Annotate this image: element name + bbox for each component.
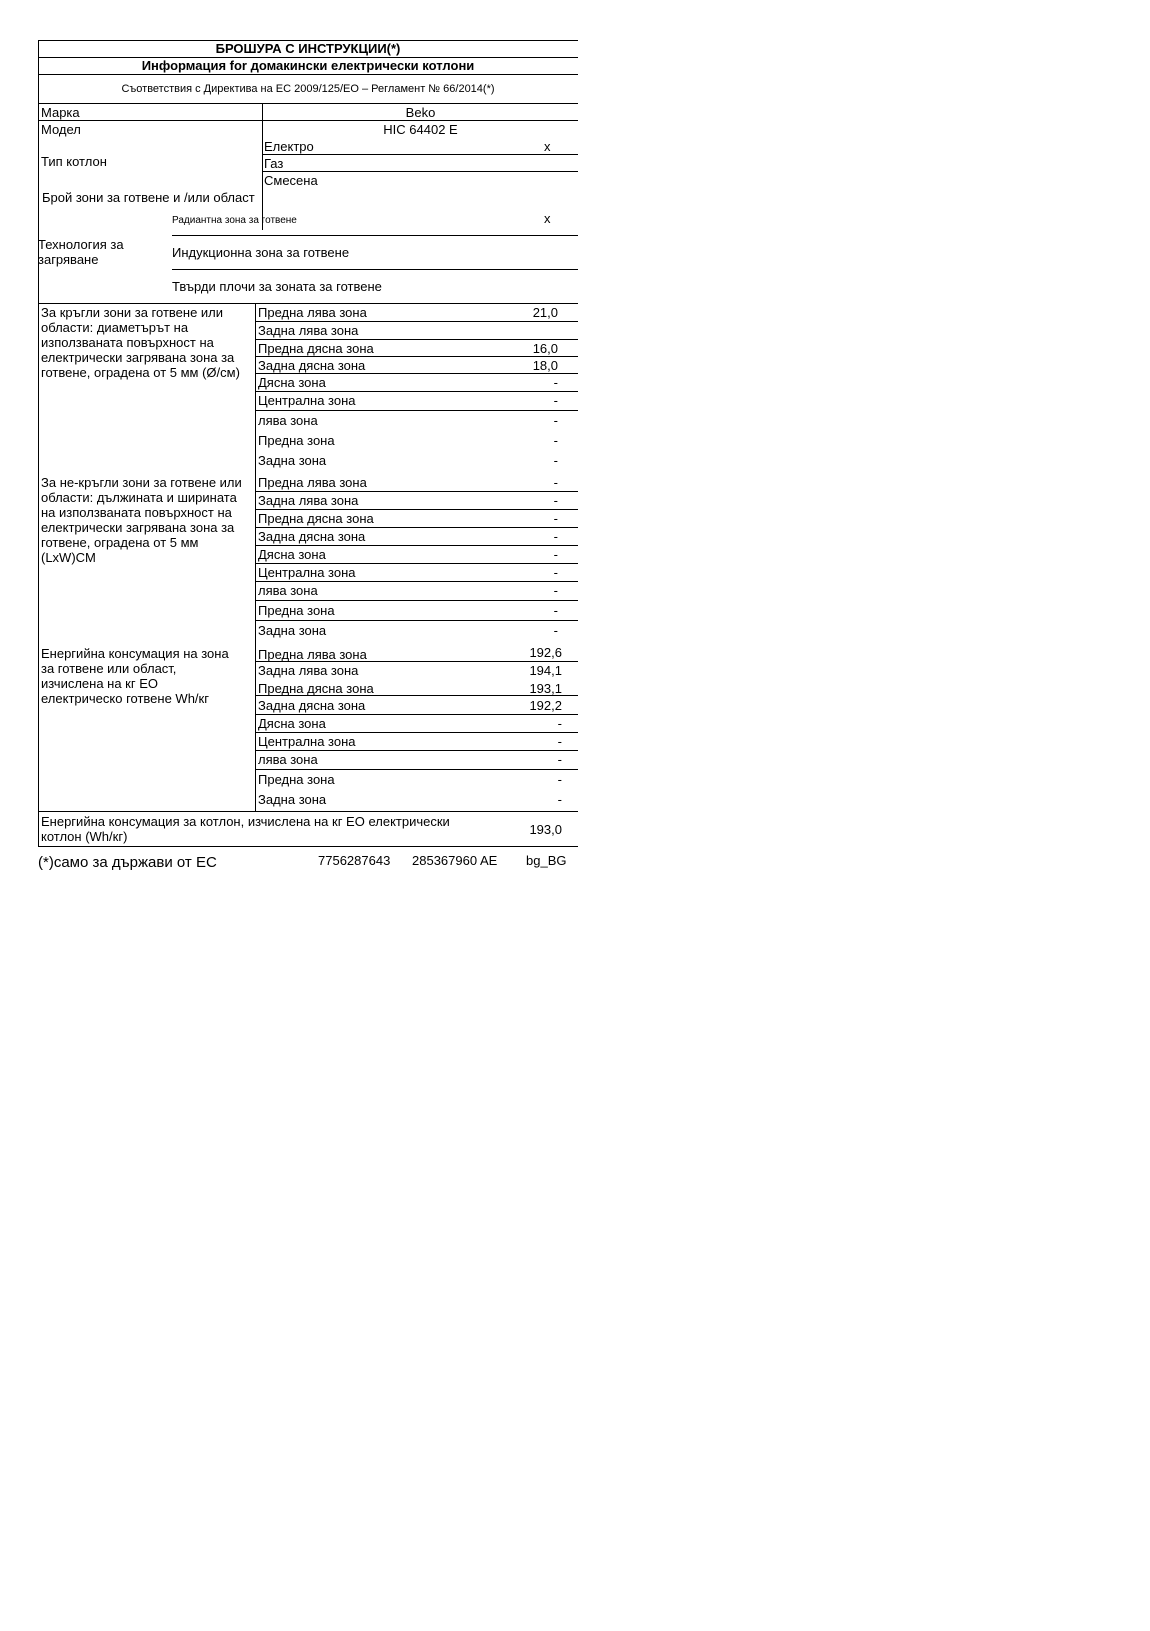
zone-value: - — [553, 475, 558, 490]
zone-value: - — [553, 493, 558, 508]
zone-name: Задна зона — [258, 623, 327, 638]
zone-value: 21,0 — [532, 305, 558, 320]
zone-name: Централна зона — [258, 734, 356, 749]
zone-name: лява зона — [258, 583, 318, 598]
zone-value: - — [553, 565, 558, 580]
zone-name: Предна дясна зона — [258, 511, 374, 526]
footer-code: 285367960 AE — [412, 853, 498, 868]
zone-value: - — [553, 583, 558, 598]
zone-value: - — [557, 734, 562, 749]
zone-value: - — [553, 375, 558, 390]
hob-type-option: Смесена — [264, 173, 318, 188]
zone-name: Централна зона — [258, 565, 356, 580]
zones-count-label: Брой зони за готвене и /или област — [42, 190, 255, 205]
zone-value: - — [557, 792, 562, 807]
footer-note: (*)само за държави от ЕС — [38, 854, 217, 871]
zone-name: Предна лява зона — [258, 475, 367, 490]
zone-name: Задна лява зона — [258, 663, 359, 678]
zone-value: - — [557, 716, 562, 731]
zone-name: Задна зона — [258, 792, 327, 807]
table-border-left — [38, 40, 39, 846]
heating-tech-label: Технология за загряване — [38, 237, 124, 267]
zone-value: 192,6 — [529, 645, 562, 660]
zone-name: Предна зона — [258, 772, 335, 787]
zone-value: - — [557, 772, 562, 787]
footer-locale: bg_BG — [526, 853, 567, 868]
hob-type-label: Тип котлон — [41, 154, 107, 169]
zone-name: Предна дясна зона — [258, 341, 374, 356]
round-zones-label: За кръгли зони за готвене или области: диаметърът на използваната повърхност на електрически загрявана зона за готвене, оградена от 5 мм (Ø/см) — [41, 305, 240, 380]
heating-tech-option: Индукционна зона за готвене — [172, 245, 350, 260]
heating-tech-option: Радиантна зона за готвене — [172, 215, 297, 226]
zone-value: 193,1 — [529, 681, 562, 696]
zone-name: Предна лява зона — [258, 305, 367, 320]
brand-label: Марка — [41, 105, 80, 120]
zone-value: 192,2 — [529, 698, 562, 713]
zone-name: Задна дясна зона — [258, 529, 366, 544]
zone-name: Предна дясна зона — [258, 681, 374, 696]
total-energy-label: Енергийна консумация за котлон, изчислена на кг ЕО електрически котлон (Wh/кг) — [41, 814, 450, 844]
zone-value: - — [553, 413, 558, 428]
zone-name: Дясна зона — [258, 375, 326, 390]
zone-value: - — [553, 453, 558, 468]
zone-value: 18,0 — [532, 358, 558, 373]
zone-value: 16,0 — [532, 341, 558, 356]
footer-code: 7756287643 — [318, 853, 391, 868]
model-label: Модел — [41, 122, 81, 137]
zone-value: - — [553, 529, 558, 544]
zone-name: Задна лява зона — [258, 493, 359, 508]
zone-value: - — [553, 603, 558, 618]
compliance-text: Съответствия с Директива на ЕС 2009/125/ЕО – Регламент № 66/2014(*) — [121, 83, 495, 95]
zone-name: Предна лява зона — [258, 647, 367, 662]
brand-value: Beko — [405, 105, 436, 120]
zone-name: лява зона — [258, 413, 318, 428]
zone-name: Централна зона — [258, 393, 356, 408]
zone-value: - — [553, 623, 558, 638]
zone-name: Задна дясна зона — [258, 358, 366, 373]
heating-tech-option: Твърди плочи за зоната за готвене — [172, 279, 382, 294]
hob-type-option: Електро — [264, 139, 314, 154]
nonround-zones-label: За не-кръгли зони за готвене или области: дължината и ширината на използваната повърхност на електрически загрявана зона за готвене, оградена от 5 мм (LxW)CM — [41, 475, 242, 565]
zone-name: Дясна зона — [258, 547, 326, 562]
zone-value: - — [553, 547, 558, 562]
document-subtitle: Информация for домакински електрически котлони — [141, 58, 475, 73]
zone-name: Дясна зона — [258, 716, 326, 731]
zone-value: - — [557, 752, 562, 767]
zone-name: Задна лява зона — [258, 323, 359, 338]
document-title: БРОШУРА С ИНСТРУКЦИИ(*) — [215, 41, 401, 56]
zone-name: лява зона — [258, 752, 318, 767]
zone-value: - — [553, 511, 558, 526]
hob-type-option: Газ — [264, 156, 284, 171]
heating-tech-mark: x — [544, 211, 551, 226]
zone-name: Предна зона — [258, 433, 335, 448]
model-value: HIC 64402 E — [383, 122, 458, 137]
hob-type-mark: x — [544, 139, 551, 154]
zone-value: - — [553, 433, 558, 448]
zone-name: Задна дясна зона — [258, 698, 366, 713]
zone-value: - — [553, 393, 558, 408]
energy-zones-label: Енергийна консумация на зона за готвене или област, изчислена на кг ЕО електрическо готвене Wh/кг — [41, 646, 229, 706]
total-energy-value: 193,0 — [529, 822, 562, 837]
zone-name: Задна зона — [258, 453, 327, 468]
zone-value: 194,1 — [529, 663, 562, 678]
zone-name: Предна зона — [258, 603, 335, 618]
